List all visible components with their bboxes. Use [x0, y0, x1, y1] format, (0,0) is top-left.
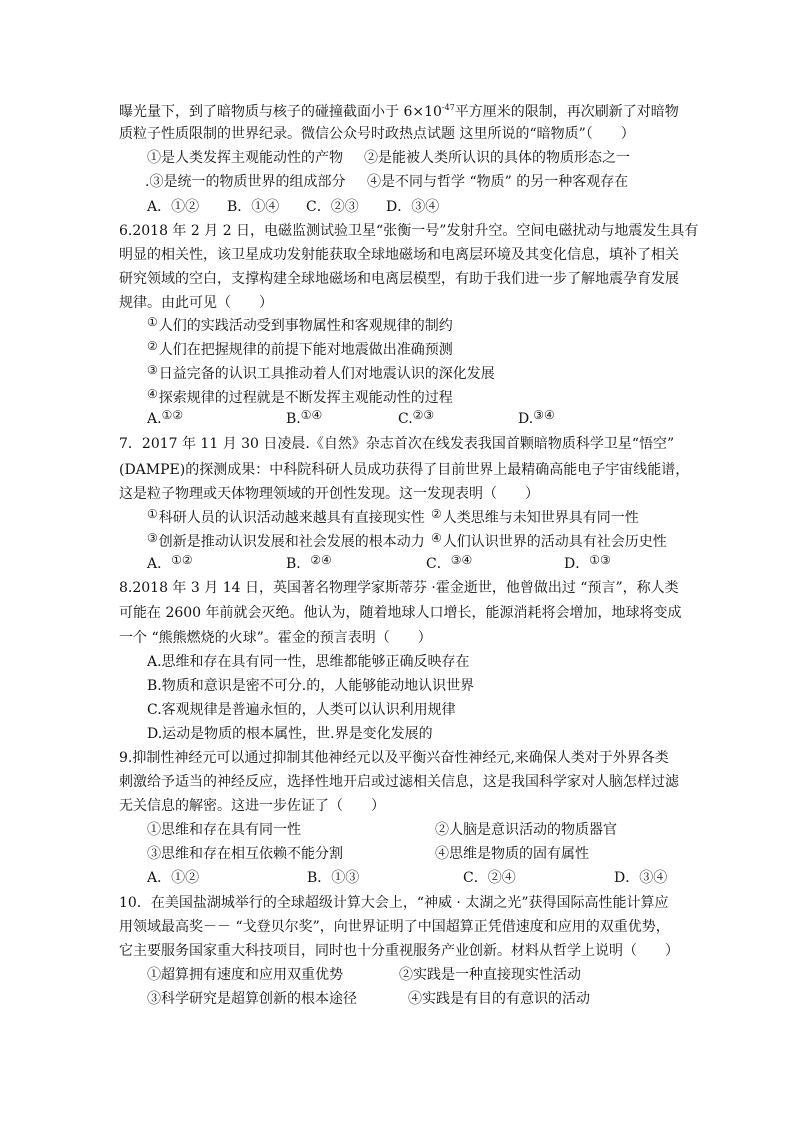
q7-statement-2: ②人类思维与未知世界具有同一性: [431, 507, 639, 526]
q9-statement-2: ②人脑是意识活动的物质器官: [435, 822, 617, 838]
q9-stem-line-3: 无关信息的解密。这进一步佐证了（ ）: [119, 798, 385, 814]
q10-statement-4: ④实践是有目的有意识的活动: [408, 991, 590, 1007]
q6-stem-line-3: 研究领域的空白，支撑构建全球地磁场和电离层模型，有助于我们进一步了解地震孕育发展: [119, 271, 679, 287]
q8-option-c: C.客观规律是普遍永恒的，人类可以认识利用规律: [147, 702, 456, 718]
q10-stem-line-2: 用领域最高奖－－ “戈登贝尔奖”，向世界证明了中国超算正凭借速度和应用的双重优势，: [119, 919, 670, 935]
q7-stem-line-3: 这是粒子物理或天体物理领域的开创性发现。这一发现表明（ ）: [119, 486, 539, 502]
q9-statement-4: ④思维是物质的固有属性: [435, 846, 589, 862]
q8-option-a: A.思维和存在具有同一性，思维都能够正确反映存在: [147, 654, 470, 670]
q7-statement-4-marker: ④: [431, 531, 442, 545]
q7-statement-2-marker: ②: [431, 507, 442, 521]
q5-option-b: B．①④: [227, 199, 280, 215]
q7-statement-1: ①科研人员的认识活动越来越具有直接现实性: [147, 507, 425, 526]
q7-option-c: C．③④: [426, 553, 473, 572]
q6-option-a: A.①②: [147, 408, 184, 427]
q7-option-b: B．②④: [286, 553, 332, 572]
q8-stem-line-1: 8.2018 年 3 月 14 日，英国著名物理学家斯蒂芬 ·霍金逝世，他曾做出过 “预言”，称人类: [119, 580, 679, 596]
q6-statement-2-marker: ②: [147, 339, 158, 353]
q7-statement-3: ③创新是推动认识发展和社会发展的根本动力: [147, 531, 425, 550]
q6-statement-4: ④探索规律的过程就是不断发挥主观能动性的过程: [147, 387, 453, 406]
q7-statement-3-marker: ③: [147, 531, 158, 545]
q7-statement-1-marker: ①: [147, 507, 158, 521]
q5-statement-3: .③是统一的物质世界的组成部分: [145, 174, 346, 190]
q6-stem-line-4: 规律。由此可见（ ）: [119, 295, 273, 311]
q5-statement-1: ①是人类发挥主观能动性的产物: [147, 150, 343, 166]
q9-option-c: C．②④: [463, 870, 516, 886]
q6-stem-line-2: 明显的相关性，该卫星成功发射能获取全球地磁场和电离层环境及其变化信息，填补了相关: [119, 247, 679, 263]
q6-option-d: D.③④: [518, 408, 555, 427]
q5-line-1: 曝光量下，到了暗物质与核子的碰撞截面小于 $6\times 10^{-47}$平方厘米的限制，再次刷新了对暗物: [119, 103, 679, 120]
q5-option-c: C．②③: [306, 199, 359, 215]
q10-statement-2: ②实践是一种直接现实性活动: [399, 967, 581, 983]
q8-stem-line-2: 可能在 2600 年前就会灭绝。他认为，随着地球人口增长，能源消耗将会增加，地球将变成: [119, 605, 682, 621]
q9-statement-1: ①思维和存在具有同一性: [147, 822, 301, 838]
q6-option-c: C.②③: [398, 408, 435, 427]
q9-statement-3: ③思维和存在相互依赖不能分割: [147, 846, 343, 862]
q7-option-d: D．①③: [564, 553, 611, 572]
q6-statement-3-marker: ③: [147, 363, 158, 377]
q9-option-d: D．③④: [614, 870, 668, 886]
q6-statement-4-marker: ④: [147, 387, 158, 401]
q6-statement-1: ①人们的实践活动受到事物属性和客观规律的制约: [147, 315, 453, 334]
q9-option-a: A．①②: [147, 870, 200, 886]
q7-statement-4: ④人们认识世界的活动具有社会历史性: [431, 531, 667, 550]
q10-stem-line-1: 10．在美国盐湖城举行的全球超级计算大会上，“神威 · 太湖之光”获得国际高性能计算应: [119, 895, 669, 911]
q5-statement-4: ④是不同与哲学 “物质” 的另一种客观存在: [367, 174, 629, 190]
q7-option-a: A．①②: [147, 553, 193, 572]
q7-stem-line-2: (DAMPE)的探测成果：中科院科研人员成功获得了目前世界上最精确高能电子宇宙线能谱，: [119, 462, 690, 478]
q6-statement-2: ②人们在把握规律的前提下能对地震做出准确预测: [147, 339, 453, 358]
q6-statement-3: ③日益完备的认识工具推动着人们对地震认识的深化发展: [147, 363, 495, 382]
q10-statement-1: ①超算拥有速度和应用双重优势: [147, 967, 343, 983]
q5-option-d: D．③④: [386, 199, 440, 215]
q6-option-b: B.①④: [286, 408, 323, 427]
q7-stem-line-1: 7．2017 年 11 月 30 日凌晨.《自然》杂志首次在线发表我国首颗暗物质科学卫星“悟空”: [119, 436, 675, 452]
q10-statement-3: ③科学研究是超算创新的根本途径: [147, 991, 357, 1007]
q6-stem-line-1: 6.2018 年 2 月 2 日，电磁监测试验卫星“张衡一号”发射升空。空间电磁扰动与地震发生具有: [119, 223, 699, 239]
q9-stem-line-2: 刺激给予适当的神经反应，选择性地开启或过滤相关信息，这是我国科学家对人脑怎样过滤: [119, 774, 679, 790]
q10-stem-line-3: 它主要服务国家重大科技项目，同时也十分重视服务产业创新。材料从哲学上说明（ ）: [119, 943, 679, 959]
q5-option-a: A．①②: [147, 199, 200, 215]
q6-statement-1-marker: ①: [147, 315, 158, 329]
q9-stem-line-1: 9.抑制性神经元可以通过抑制其他神经元以及平衡兴奋性神经元,来确保人类对于外界各类: [119, 750, 669, 766]
q5-line-2: 质粒子性质限制的世界纪录。微信公众号时政热点试题 这里所说的“暗物质”（ ）: [119, 126, 635, 142]
q8-option-d: D.运动是物质的根本属性，世.界是变化发展的: [147, 726, 433, 742]
q5-statement-2: ②是能被人类所认识的具体的物质形态之一: [364, 150, 630, 166]
q9-option-b: B．①③: [307, 870, 360, 886]
q8-stem-line-3: 一个 “熊熊燃烧的火球”。霍金的预言表明（ ）: [119, 630, 432, 646]
q8-option-b: B.物质和意识是密不可分.的，人能够能动地认识世界: [147, 678, 475, 694]
